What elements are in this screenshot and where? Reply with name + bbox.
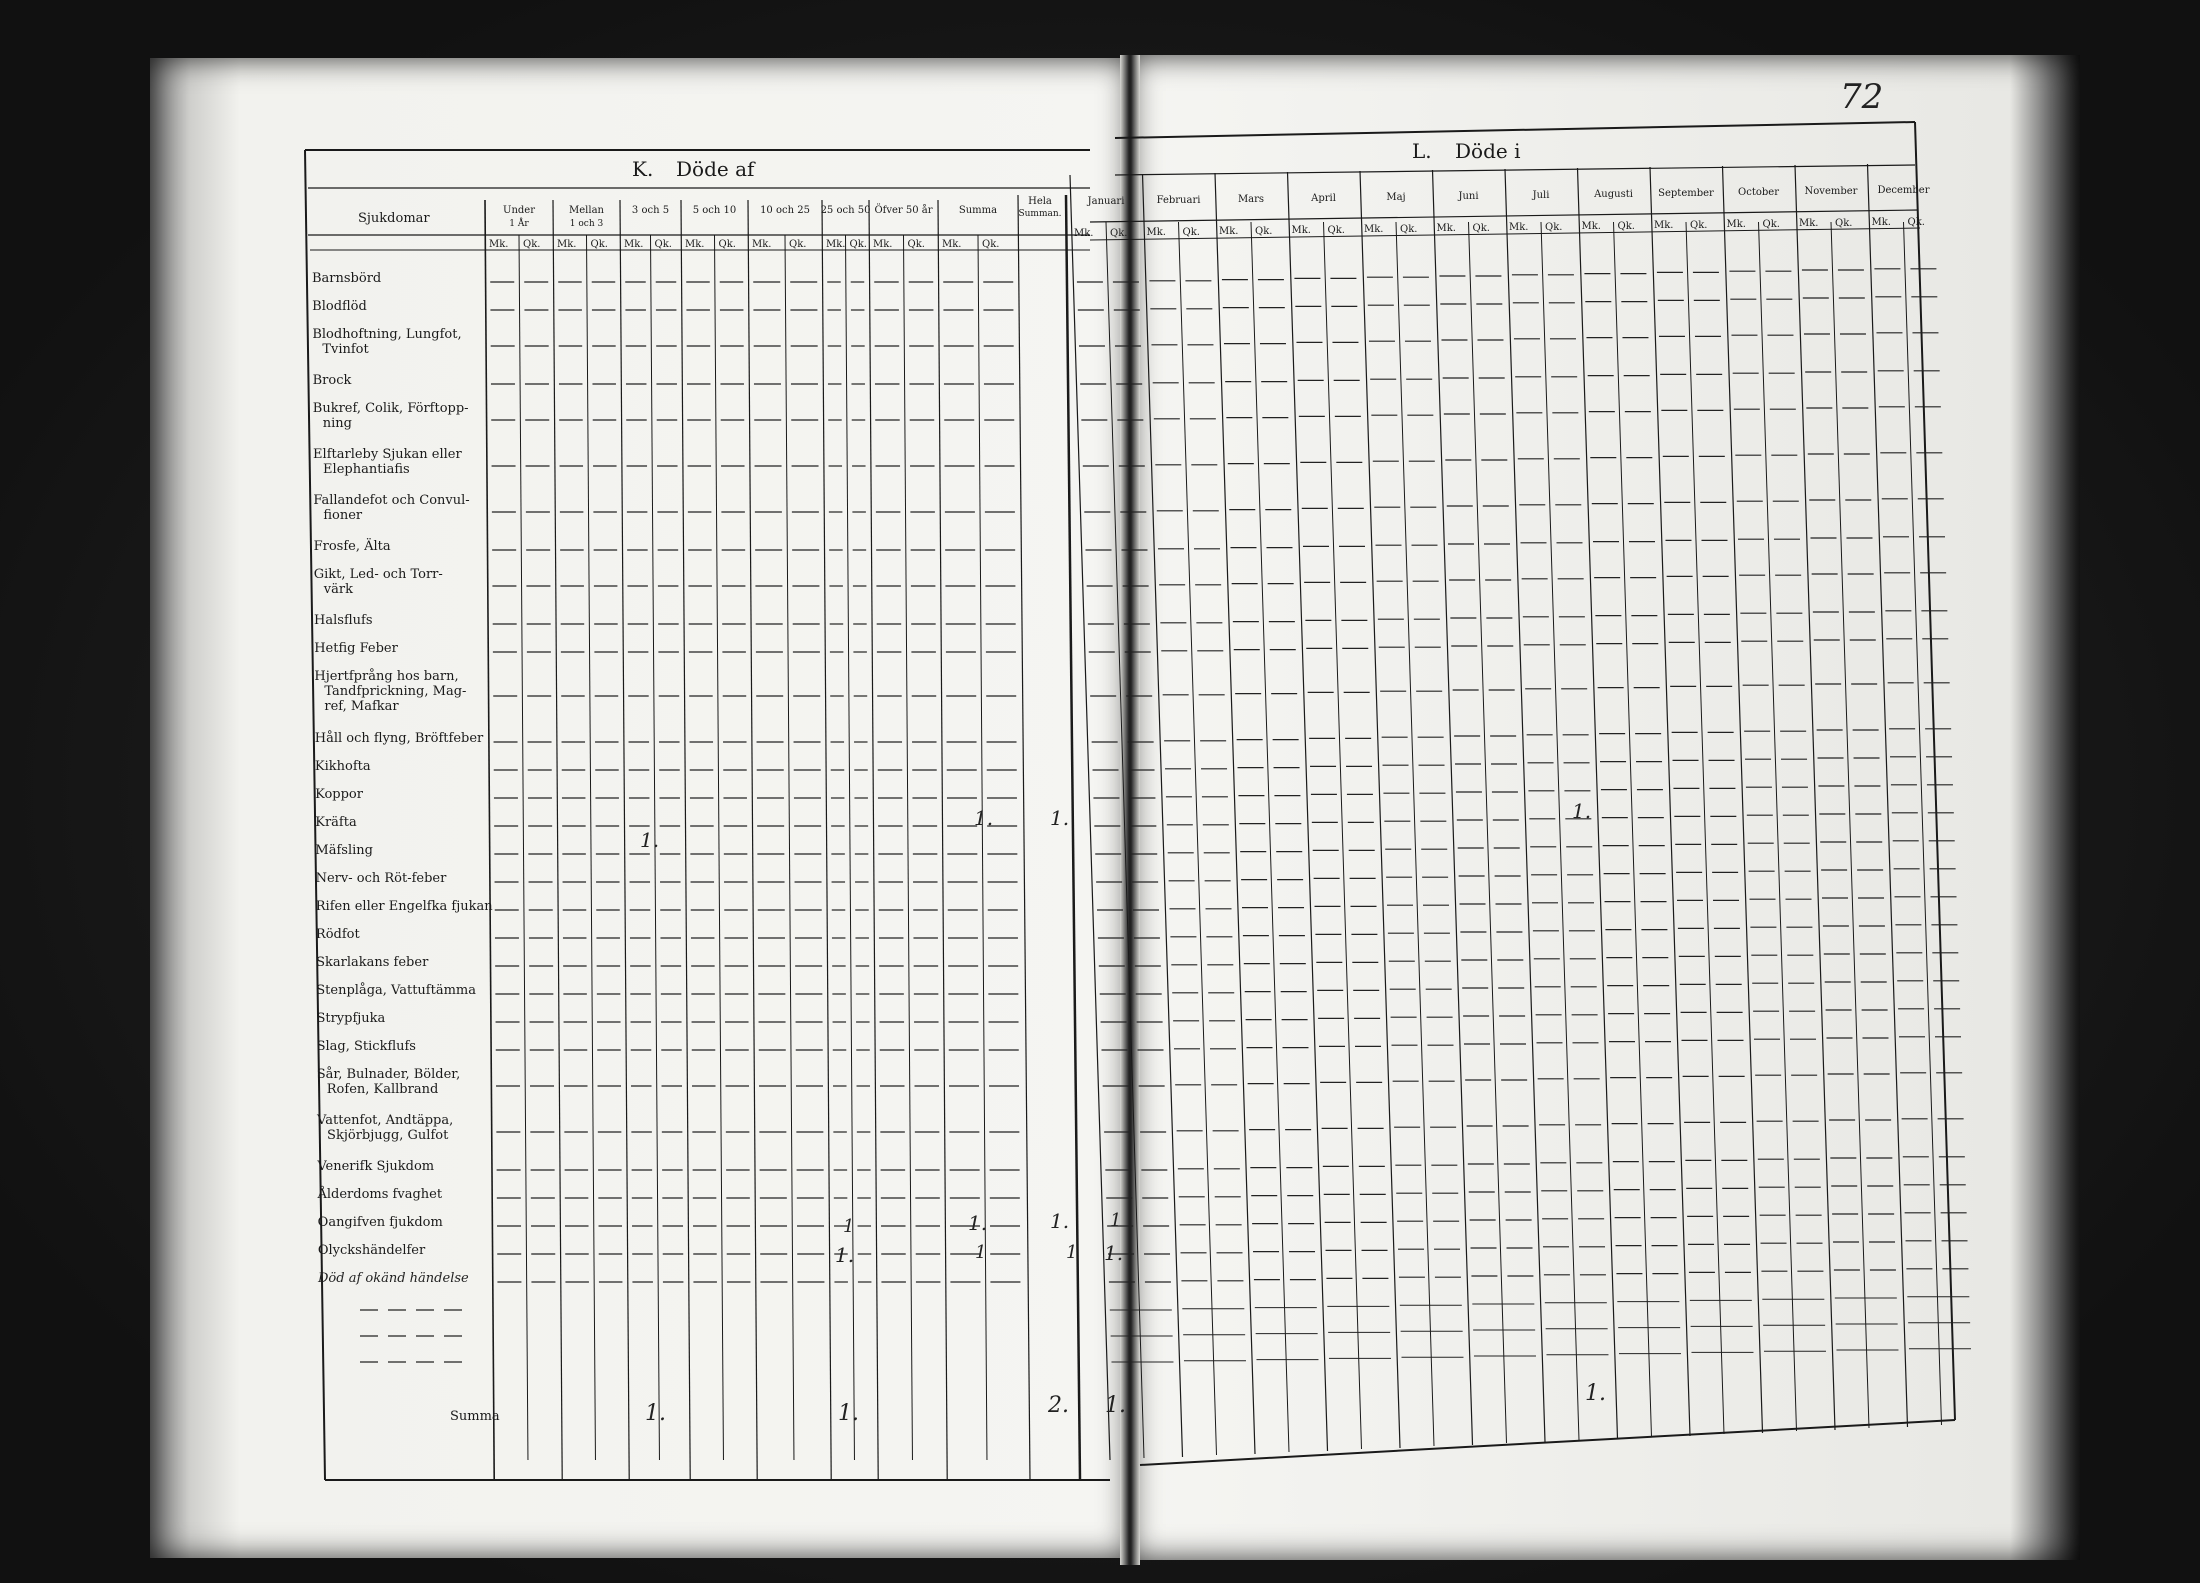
sex-label-male: Mk. [752,239,772,250]
month-border [1070,175,1110,1460]
sex-label-male: Mk. [826,239,846,250]
sex-label-male: Mk. [685,239,705,250]
right-table-top-border [1115,122,1915,138]
disease-label: Slag, Stickflufs [316,1039,416,1054]
month-border [1868,164,1908,1427]
sex-label-female: Qk. [1835,218,1853,229]
left-section-title: Döde af [676,157,755,181]
mk-qk-divider [587,235,596,1460]
mk-qk-divider [1831,222,1869,1428]
handwritten-entries [640,799,1606,1426]
disease-label: Hetfig Feber [314,641,398,656]
sex-label-male: Mk. [1654,220,1674,231]
disease-label: Blodhoftning, Lungfot, [312,327,462,342]
hela-summan-border [1018,195,1030,1480]
disease-label: Nerv- och Röt-feber [315,871,447,886]
total-header-sublabel: Summan. [1018,209,1062,219]
mk-qk-divider [1324,222,1362,1449]
sex-label-female: Qk. [1110,228,1128,239]
age-group-border [938,200,947,1480]
sex-headers [489,217,1925,250]
month-label: Mars [1237,194,1265,205]
month-border [1433,170,1473,1445]
disease-label: Frosfe, Älta [313,539,391,554]
entry-okand-summa: 1 [975,1242,987,1263]
age-group-label: 10 och 25 [760,205,810,216]
left-section-letter: K. [632,157,654,181]
mk-qk-divider [1686,222,1724,1434]
disease-label: Kräfta [315,815,357,830]
age-group-border [822,200,831,1480]
mk-qk-divider [1469,222,1507,1443]
entry-okand-25och50: 1. [835,1243,855,1267]
sex-label-male: Mk. [1219,226,1239,237]
sex-label-male: Mk. [489,239,509,250]
entry-summa-3och5: 1. [645,1401,666,1426]
entry-kraefta-summa: 1. [974,806,994,830]
entry-olycks-hela: 1. [1050,1209,1070,1233]
disease-label-cont: värk [323,582,353,597]
sex-label-female: Qk. [1327,225,1345,236]
sex-label-female: Qk. [982,239,1000,250]
hela-summan-right-border [1066,195,1080,1480]
sex-label-female: Qk. [1472,223,1490,234]
sex-label-female: Qk. [1400,224,1418,235]
month-label: Januari [1087,196,1125,207]
month-border [1215,173,1255,1454]
disease-label: Bukref, Colik, Förftopp- [312,401,469,416]
mk-qk-divider [1106,222,1144,1458]
age-group-border [620,200,629,1480]
month-border [1505,169,1545,1442]
page-number: 72 [1840,77,1884,117]
sex-label-male: Mk. [557,239,577,250]
month-label: Augusti [1594,189,1633,200]
entry-olycks-januari: 1 [1110,1210,1122,1231]
mk-qk-divider [1251,222,1289,1452]
disease-label: Koppor [315,787,363,802]
disease-label: Håll och flyng, Bröftfeber [314,731,484,746]
sickness-header: Sjukdomar [358,211,430,226]
sex-label-female: Qk. [1762,219,1780,230]
month-border [1143,174,1183,1457]
disease-label: Fallandefot och Convul- [313,493,470,508]
sex-label-male: Mk. [1074,228,1094,239]
mk-qk-divider [1614,222,1652,1437]
month-label: October [1738,187,1779,198]
disease-label: Stenplåga, Vattuftämma [316,983,477,998]
sex-label-female: Qk. [1182,227,1200,238]
sex-label-male: Mk. [1581,221,1601,232]
summa-label: Summa [450,1409,500,1424]
month-label: December [1877,185,1930,196]
age-group-label: Summa [958,205,998,216]
month-label: September [1658,188,1714,199]
disease-label: Sår, Bulnader, Bölder, [316,1067,461,1082]
disease-label: Rifen eller Engelfka fjukan [315,899,493,914]
disease-label: Ålderdoms fvaghet [317,1187,443,1202]
disease-label: Barnsbörd [312,271,382,286]
disease-label: Kikhofta [314,759,371,774]
disease-label: Venerifk Sjukdom [317,1159,435,1174]
disease-label: Blodflöd [312,299,367,314]
disease-label: Mäfsling [315,843,373,858]
sex-label-female: Qk. [1690,220,1708,231]
month-headers [1087,185,1930,207]
month-label: November [1804,186,1858,197]
sex-label-female: Qk. [590,239,608,250]
disease-label: Elftarleby Sjukan eller [313,447,462,462]
right-table [1070,122,1955,1465]
sex-label-male: Mk. [1871,217,1891,228]
disease-label: Hjertfprång hos barn, [314,669,459,684]
disease-label-cont: Tandfprickning, Mag- [324,684,467,699]
entry-summa-25och50: 1. [838,1401,859,1426]
disease-label: Vattenfot, Andtäppa, [317,1113,454,1128]
mk-qk-divider [846,235,855,1460]
sex-label-male: Mk. [942,239,962,250]
sex-label-female: Qk. [1907,217,1925,228]
disease-label: Olyckshändelfer [317,1243,426,1258]
age-group-label: 3 och 5 [631,205,670,216]
age-group-border [869,200,878,1480]
entry-kraefta-hela: 1. [1050,806,1070,830]
disease-label-cont: Elephantiafis [323,462,410,477]
entry-olycks-summa: 1. [968,1211,988,1235]
mk-qk-divider [1759,222,1797,1431]
age-group-border [681,200,690,1480]
disease-label: Skarlakans feber [316,955,429,970]
sex-label-female: Qk. [523,239,541,250]
month-label: Februari [1156,195,1201,206]
disease-label: Oangifven fjukdom [317,1215,443,1230]
mk-qk-divider [1541,222,1579,1440]
mk-qk-divider [519,235,528,1460]
sex-label-female: Qk. [654,239,672,250]
disease-label-cont: ning [322,416,353,431]
total-header-label: Hela [1028,196,1052,207]
disease-label-cont: fioner [323,508,363,523]
disease-label: Strypfjuka [316,1011,386,1026]
sex-label-male: Mk. [1146,227,1166,238]
disease-label-cont: Tvinfot [322,342,369,357]
sex-label-male: Mk. [1509,222,1529,233]
mk-qk-divider [1396,222,1434,1446]
entry-summa-hela: 2. [1048,1393,1069,1418]
disease-label-cont: Skjörbjugg, Gulfot [327,1128,449,1143]
sex-label-male: Mk. [1799,218,1819,229]
age-group-label: Under [503,205,535,216]
right-subheader-rule [1090,210,1918,222]
month-border [1723,166,1763,1433]
disease-label-cont: ref, Mafkar [324,699,399,714]
month-border [1795,165,1835,1430]
age-group-border [485,200,494,1480]
entry-okand-januari: 1. [1104,1241,1124,1265]
month-label: Maj [1386,192,1406,203]
disease-label: Rödfot [315,927,360,942]
age-group-label: Öfver 50 år [874,205,933,216]
mk-qk-divider [978,235,987,1460]
age-group-border [553,200,562,1480]
right-sex-rule [1090,228,1920,240]
mk-qk-divider [904,235,913,1460]
sex-label-male: Mk. [624,239,644,250]
entry-kraefta-augusti: 1. [1572,799,1592,823]
row-dashes [360,269,1971,1362]
age-group-label: Mellan [569,205,604,216]
age-group-headers [503,196,1062,229]
age-group-label: 5 och 10 [692,205,737,216]
sex-label-female: Qk. [1617,221,1635,232]
entry-olycks-25och50: 1 [843,1216,855,1237]
sex-label-female: Qk. [718,239,736,250]
sex-label-male: Mk. [1726,219,1746,230]
right-section-title: Döde i [1455,139,1521,163]
age-group-border [748,200,757,1480]
month-label: Juli [1532,190,1550,201]
mk-qk-divider [1179,222,1217,1455]
sex-label-male: Mk. [1436,223,1456,234]
month-label: Juni [1458,191,1479,202]
sex-label-female: Qk. [907,239,925,250]
right-table-bottom-border [1140,1420,1955,1465]
sex-label-male: Mk. [1291,225,1311,236]
disease-label: Gikt, Led- och Torr- [313,567,443,582]
disease-label: Brock [312,373,352,388]
entry-summa-januari: 1. [1105,1393,1126,1418]
sex-label-male: Mk. [873,239,893,250]
age-group-label: 25 och 50 [820,205,871,216]
mk-qk-divider [785,235,794,1460]
entry-maesling-3och5: 1. [640,828,660,852]
disease-label: Halsflufs [314,613,373,628]
right-section-letter: L. [1412,139,1432,163]
disease-label-cont: Rofen, Kallbrand [326,1082,439,1097]
sex-label-female: Qk. [1545,222,1563,233]
sex-label-male: Mk. [1364,224,1384,235]
disease-label: Död af okänd händelse [318,1271,469,1286]
month-label: April [1311,193,1336,204]
sex-label-female: Qk. [1255,226,1273,237]
sex-label-female: Qk. [789,239,807,250]
month-border [1288,172,1328,1451]
entry-summa-augusti: 1. [1585,1381,1606,1406]
entry-okand-hela: 1 [1066,1242,1078,1263]
month-border [1360,171,1400,1448]
age-group-sublabel: 1 År [509,219,529,229]
mk-qk-divider [715,235,724,1460]
sex-label-female: Qk. [849,239,867,250]
age-group-sublabel: 1 och 3 [569,219,604,229]
disease-list [312,271,493,1286]
